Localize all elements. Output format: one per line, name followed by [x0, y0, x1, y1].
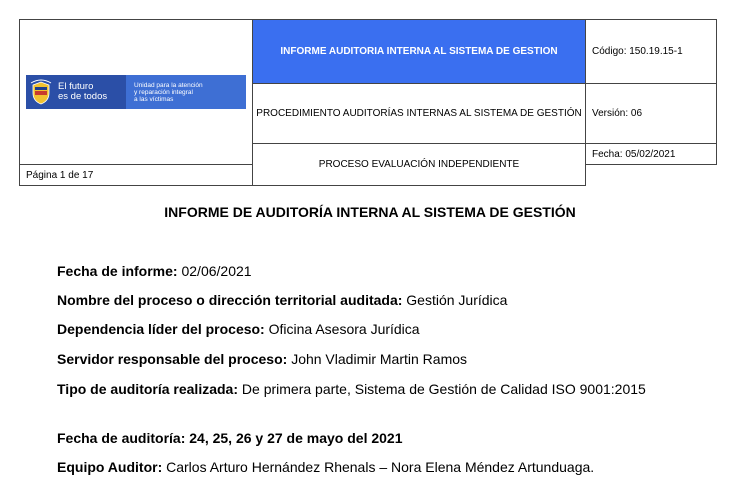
report-date-label: Fecha de informe: — [57, 263, 178, 279]
header-process: PROCESO EVALUACIÓN INDEPENDIENTE — [253, 144, 586, 186]
logo-slogan-line2: es de todos — [58, 91, 108, 102]
institution-logo — [26, 75, 246, 109]
audit-team-label: Equipo Auditor: — [57, 459, 163, 475]
logo-cell — [20, 20, 253, 165]
logo-unit-block — [126, 75, 246, 109]
report-date-value: 02/06/2021 — [181, 263, 252, 279]
header-page-number: Página 1 de 17 — [20, 165, 253, 186]
header-code: Código: 150.19.15-1 — [586, 20, 717, 84]
process-name-label: Nombre del proceso o dirección territorial auditada: — [57, 292, 403, 308]
responsible-field — [57, 351, 685, 367]
responsible-label: Servidor responsable del proceso: — [57, 351, 288, 367]
audit-date-field — [57, 430, 685, 446]
report-date-field — [57, 263, 685, 279]
logo-slogan-block — [26, 75, 126, 109]
header-date: Fecha: 05/02/2021 — [586, 144, 717, 165]
logo-slogan-line1: El futuro — [58, 81, 94, 92]
logo-unit-line1: Unidad para la atención — [134, 81, 203, 89]
process-name-field — [57, 292, 685, 308]
audit-type-value: De primera parte, Sistema de Gestión de Calidad ISO 9001:2015 — [241, 381, 646, 397]
header-title: INFORME AUDITORIA INTERNA AL SISTEMA DE GESTION — [253, 20, 586, 84]
audit-date-value: 24, 25, 26 y 27 de mayo del 2021 — [189, 430, 403, 446]
responsible-value: John Vladimir Martin Ramos — [291, 351, 468, 367]
document-title: INFORME DE AUDITORÍA INTERNA AL SISTEMA DE GESTIÓN — [164, 204, 576, 220]
document-header-table — [19, 19, 717, 186]
audit-type-field — [57, 381, 685, 397]
colombia-crest-icon — [30, 79, 52, 105]
audit-date-label: Fecha de auditoría: — [57, 430, 186, 446]
lead-unit-value: Oficina Asesora Jurídica — [268, 321, 420, 337]
header-version: Versión: 06 — [586, 84, 717, 144]
logo-unit-line2: y reparación integral — [134, 88, 193, 96]
process-name-value: Gestión Jurídica — [406, 292, 508, 308]
logo-unit-line3: a las víctimas — [134, 95, 174, 103]
audit-team-field — [57, 459, 685, 475]
lead-unit-label: Dependencia líder del proceso: — [57, 321, 265, 337]
audit-team-value: Carlos Arturo Hernández Rhenals – Nora Elena Méndez Artunduaga. — [166, 459, 595, 475]
lead-unit-field — [57, 321, 685, 337]
audit-type-label: Tipo de auditoría realizada: — [57, 381, 239, 397]
header-procedure: PROCEDIMIENTO AUDITORÍAS INTERNAS AL SISTEMA DE GESTIÓN — [253, 84, 586, 144]
